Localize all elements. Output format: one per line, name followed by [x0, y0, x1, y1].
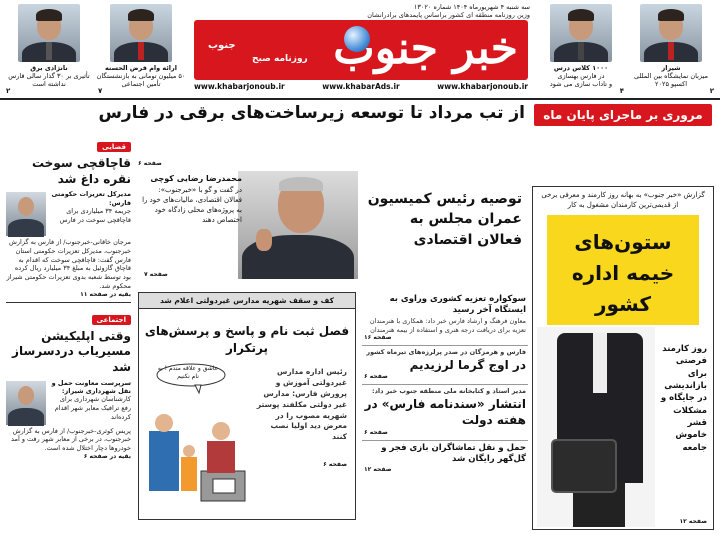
- article-photo: [6, 381, 46, 425]
- profile-line: میزبان نمایشگاه بین المللی: [634, 72, 708, 81]
- page-reference: صفحه ۱۲: [679, 518, 707, 525]
- cartoon-text: رئیس اداره مدارس غیردولتی آموزش و پرورش فارس: مدارس غیر دولتی مکلفند پوستر شهریه مصوب را در معرض دید اولیا نصب کنند: [256, 367, 347, 442]
- page-number: ۴: [619, 87, 624, 96]
- article-photo: [6, 192, 46, 236]
- logo-brand: جنوب: [208, 40, 236, 51]
- logo-block: [188, 2, 533, 96]
- list-item-summary: معاون فرهنگ و ارشاد فارس خبر داد: همکاری با هنرمندان تعزیه برای دریافت درجه هنری و استفاده از بیمه هنرمندان: [369, 316, 526, 334]
- website-link[interactable]: www.khabarAds.ir: [322, 82, 400, 91]
- article-headline[interactable]: قاچاقچی سوخت نقره داغ شد: [31, 156, 131, 186]
- article-subhead: مدیرکل تعزیرات حکومتی فارس:: [51, 190, 131, 207]
- page-reference: صفحه ۷: [144, 271, 168, 278]
- list-item-kicker: مدیر استاد و کتابخانه ملی منطقه جنوب خبر داد:: [372, 387, 526, 396]
- news-list: [362, 292, 528, 520]
- page-reference: صفحه ۶: [138, 160, 162, 167]
- feature-photo: [238, 171, 358, 279]
- article-lead: جریمه ۳۴ میلیاردی برای قاچاقچی سوخت در فارس: [59, 207, 131, 224]
- cartoon-kicker: کف و سقف شهریه مدارس غیردولتی اعلام شد: [139, 293, 355, 309]
- profile-caption: نانژادی برق: [30, 64, 68, 72]
- briefcase-icon: [551, 439, 617, 493]
- page-number: ۷: [98, 87, 103, 96]
- category-tag: اجتماعی: [92, 315, 132, 325]
- logo-subtitle: روزنامه صبح: [252, 54, 308, 64]
- banner-headline[interactable]: مروری بر ماجرای پایان ماه: [534, 104, 712, 126]
- profile-line: نداشته است: [32, 80, 66, 89]
- profile-caption: ارائه وام قرض الحسنه: [104, 64, 177, 72]
- feature-blurb: روز کارمند فرصتی برای بازاندیشی در جایگاه و مشکلات قشر خاموش جامعه: [660, 344, 707, 453]
- divider: [6, 302, 131, 303]
- cartoon-box[interactable]: [138, 292, 356, 520]
- right-feature[interactable]: [532, 186, 714, 530]
- feature-headline[interactable]: توصیه رئیس کمیسیون عمران مجلس به فعالان اقتصادی: [367, 191, 522, 248]
- profile-card[interactable]: [4, 4, 94, 96]
- profile-line: ۵۰ میلیون تومانی به بازنشستگان: [96, 72, 186, 81]
- masthead: [0, 0, 720, 100]
- feature-title-box[interactable]: ستون‌های خیمه اداره کشور: [547, 215, 699, 325]
- person-name: محمدرضا رضایی کوچی: [150, 174, 242, 183]
- article-subhead: سرپرست معاونت حمل و نقل شهرداری شیراز:: [51, 378, 131, 395]
- list-item-kicker: فارس و هرمزگان در صدر پرلرزه‌های تیرماه کشور: [366, 348, 526, 357]
- article-lead: کارشناسان شهرداری برای رفع ترافیک معابر شهر اقدام کرده‌اند: [54, 395, 131, 421]
- article-body: مرجان خاقانی-خبرجنوب/ از فارس به گزارش خبرجنوب، مدیرکل تعزیرات حکومتی استان فارس گفت: قاچاقچی سوخت که اقدام به قاچاق گازوئیل به مبلغ ۳۴ میلیارد ریال کرده بود توسط شعبه بدوی تعزیرات حکومتی شیراز محکوم شد.: [6, 238, 131, 291]
- profile-caption: شیراز: [661, 64, 681, 72]
- cartoon-headline[interactable]: فصل ثبت نام و پاسخ و پرسش‌های پرتکرار: [144, 324, 350, 355]
- cartoon-illustration: [145, 361, 255, 511]
- office-worker-photo: [537, 327, 655, 527]
- list-item[interactable]: [362, 346, 528, 385]
- article-body: پریس کوثری-خبرجنوب/ از فارس به گزارش خبرجنوب، در برخی از معابر شهر رفت و آمد خودروها دچار اختلال شده است.: [11, 426, 131, 453]
- logo-text: خبر جنوب: [333, 23, 518, 74]
- profile-card[interactable]: [96, 4, 186, 96]
- profile-caption: ۱۰۰۰ کلاس درس: [553, 64, 609, 72]
- page-reference: صفحه ۱۲: [364, 465, 392, 473]
- article-headline[interactable]: وقتی اپلیکیشن مسیریاب دردسرساز شد: [12, 328, 131, 374]
- page-reference: صفحه ۶: [323, 461, 347, 468]
- page-number: ۲: [6, 87, 11, 96]
- list-item[interactable]: [362, 441, 528, 477]
- main-headline[interactable]: از تب مرداد تا توسعه زیرساخت‌های برقی در فارس: [98, 103, 525, 123]
- profile-line: اکسپو ۲۰۲۵: [654, 80, 688, 89]
- page-reference: صفحه ۶: [364, 428, 388, 436]
- url-bar: [194, 82, 528, 91]
- page-reference: صفحه ۱۶: [364, 334, 392, 342]
- profile-photo: [110, 4, 172, 62]
- page-reference: بقیه در صفحه ۱۱: [80, 290, 131, 298]
- feature-quote: در گفت و گو با «خبرجنوب»: فعالان اقتصادی، مالیات‌های خود را به پروژه‌های محلی زادگاه خود اختصاص دهند: [142, 185, 242, 225]
- profile-photo: [640, 4, 702, 62]
- page-reference: صفحه ۶: [364, 373, 388, 381]
- feature-summary: [142, 173, 242, 225]
- profile-photo: [18, 4, 80, 62]
- profile-line: و تاداب سازی می شود: [549, 80, 613, 89]
- list-item-title: سوکواره تعزیه کشوری وراوی به ایستگاه آخر رسید: [389, 294, 526, 316]
- page-reference: بقیه در صفحه ۶: [83, 452, 131, 460]
- profile-card[interactable]: [536, 4, 626, 96]
- list-item-title: انتشار «سندنامه فارس» در هفته دولت: [364, 397, 526, 428]
- left-column: [6, 134, 131, 530]
- feature-intro: گزارش «خبر جنوب» به بهانه روز کارمند و معرفی برخی از قدیمی‌ترین کارمندان مشغول به کار: [541, 191, 705, 209]
- profile-photo: [550, 4, 612, 62]
- issue-date: سه شنبه ۴ شهریورماه ۱۴۰۴ شماره ۱۳۰۲۰: [413, 3, 530, 11]
- list-item-title: در اوج گرما لرزیدیم: [409, 358, 526, 373]
- website-link[interactable]: www.khabarjonoub.ir: [194, 82, 285, 91]
- newspaper-logo[interactable]: [194, 20, 528, 80]
- list-item[interactable]: [362, 385, 528, 440]
- category-tag: قضایی: [97, 142, 131, 152]
- profile-line: در فارس بهسازی: [557, 72, 605, 81]
- profile-card[interactable]: [626, 4, 716, 96]
- list-item[interactable]: [362, 292, 528, 346]
- tagline: وزین روزنامه منطقه ای کشور براساس پایمدهای برادرانشان: [367, 11, 530, 19]
- list-item-title: حمل و نقل تماشاگران بازی فجر و گل‌گهر رایگان شد: [381, 442, 526, 465]
- profile-line: تأثیری بر ۳۰ گذار سالی قارس: [8, 72, 90, 81]
- website-link[interactable]: www.khabarjonoub.ir: [437, 82, 528, 91]
- speech-bubble-text: عاشق و علاقه مندم ! به نام نکنیم: [157, 365, 219, 380]
- feature-story[interactable]: [138, 167, 528, 287]
- profile-line: تأمین اجتماعی: [121, 80, 161, 89]
- page-number: ۲: [709, 87, 714, 96]
